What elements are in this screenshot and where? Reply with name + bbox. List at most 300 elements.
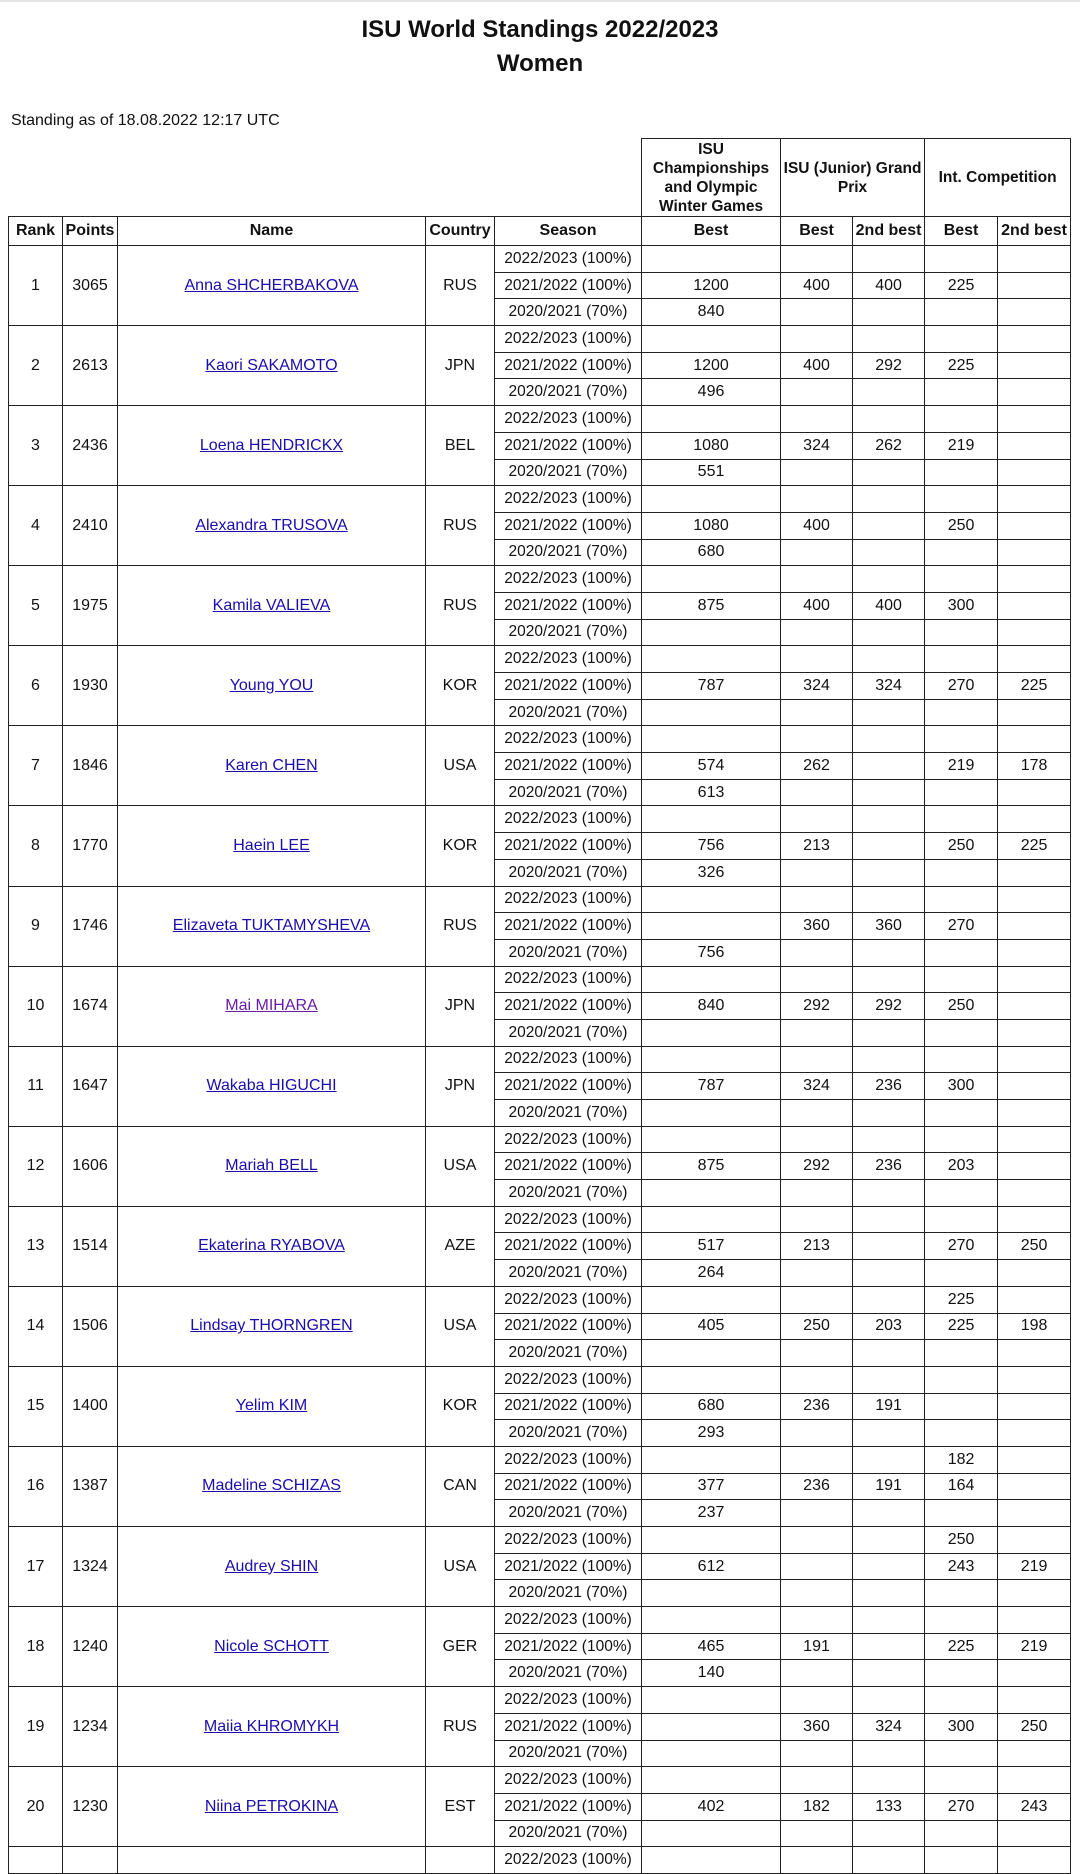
header-spacer (9, 139, 642, 217)
points-cell: 1846 (63, 726, 118, 806)
grand-prix-best-cell (781, 1366, 853, 1393)
championships-best-cell (642, 1820, 781, 1847)
grand-prix-best-cell (781, 1847, 853, 1874)
grand-prix-second-cell (853, 539, 925, 566)
international-best-cell: 300 (925, 1713, 998, 1740)
col-international-best: Best (925, 217, 998, 246)
season-cell: 2020/2021 (70%) (495, 1420, 642, 1447)
grand-prix-second-cell (853, 1687, 925, 1714)
grand-prix-best-cell: 360 (781, 913, 853, 940)
season-cell: 2021/2022 (100%) (495, 1553, 642, 1580)
skater-link[interactable]: Kamila VALIEVA (212, 596, 331, 614)
name-cell (118, 406, 426, 486)
name-cell (118, 1527, 426, 1607)
international-second-cell (998, 619, 1071, 646)
season-cell: 2020/2021 (70%) (495, 1100, 642, 1127)
international-second-cell (998, 1767, 1071, 1794)
international-best-cell (925, 1019, 998, 1046)
skater-link[interactable]: Anna SHCHERBAKOVA (184, 276, 359, 294)
season-cell: 2020/2021 (70%) (495, 1260, 642, 1287)
grand-prix-second-cell (853, 1527, 925, 1554)
country-cell: GER (426, 1607, 495, 1687)
season-row (9, 566, 1071, 593)
international-second-cell (998, 1260, 1071, 1287)
skater-link[interactable]: Lindsay THORNGREN (190, 1317, 353, 1335)
championships-best-cell (642, 1019, 781, 1046)
international-best-cell: 270 (925, 673, 998, 700)
grand-prix-best-cell (781, 566, 853, 593)
col-points: Points (63, 217, 118, 246)
grand-prix-second-cell (853, 859, 925, 886)
championships-best-cell (642, 1366, 781, 1393)
country-cell: RUS (426, 246, 495, 326)
season-cell: 2020/2021 (70%) (495, 539, 642, 566)
international-best-cell (925, 1607, 998, 1634)
season-cell: 2022/2023 (100%) (495, 886, 642, 913)
season-cell: 2022/2023 (100%) (495, 486, 642, 513)
col-country: Country (426, 217, 495, 246)
season-row (9, 1847, 1071, 1874)
country-cell: USA (426, 1286, 495, 1366)
international-second-cell (998, 246, 1071, 273)
championships-best-cell (642, 619, 781, 646)
season-row (9, 406, 1071, 433)
skater-link[interactable]: Haein LEE (233, 836, 310, 854)
grand-prix-best-cell (781, 299, 853, 326)
country-cell: BEL (426, 406, 495, 486)
skater-link[interactable]: Ekaterina RYABOVA (198, 1237, 345, 1255)
international-best-cell (925, 1260, 998, 1287)
grand-prix-second-cell (853, 699, 925, 726)
season-row (9, 886, 1071, 913)
season-cell: 2020/2021 (70%) (495, 1660, 642, 1687)
points-cell: 1240 (63, 1607, 118, 1687)
international-best-cell: 182 (925, 1446, 998, 1473)
points-cell: 1746 (63, 886, 118, 966)
season-cell: 2021/2022 (100%) (495, 1393, 642, 1420)
grand-prix-best-cell (781, 1206, 853, 1233)
season-cell: 2021/2022 (100%) (495, 1313, 642, 1340)
international-best-cell: 164 (925, 1473, 998, 1500)
international-second-cell (998, 1847, 1071, 1874)
international-best-cell: 243 (925, 1553, 998, 1580)
season-cell: 2022/2023 (100%) (495, 1286, 642, 1313)
international-second-cell (998, 1153, 1071, 1180)
grand-prix-best-cell (781, 1687, 853, 1714)
season-cell: 2022/2023 (100%) (495, 1126, 642, 1153)
skater-link[interactable]: Mariah BELL (225, 1157, 318, 1175)
skater-link[interactable]: Elizaveta TUKTAMYSHEVA (172, 917, 371, 935)
international-best-cell: 300 (925, 592, 998, 619)
international-second-cell (998, 406, 1071, 433)
grand-prix-best-cell (781, 1180, 853, 1207)
championships-best-cell: 1080 (642, 432, 781, 459)
skater-link[interactable]: Karen CHEN (225, 756, 318, 774)
championships-best-cell: 680 (642, 539, 781, 566)
season-cell: 2022/2023 (100%) (495, 246, 642, 273)
international-best-cell: 225 (925, 1313, 998, 1340)
rank-cell: 20 (9, 1767, 63, 1847)
international-best-cell (925, 1393, 998, 1420)
rank-cell: 15 (9, 1366, 63, 1446)
international-best-cell: 250 (925, 993, 998, 1020)
grand-prix-second-cell (853, 379, 925, 406)
international-second-cell (998, 966, 1071, 993)
championships-best-cell (642, 326, 781, 353)
grand-prix-second-cell (853, 1553, 925, 1580)
points-cell: 1387 (63, 1446, 118, 1526)
grand-prix-best-cell (781, 1553, 853, 1580)
international-second-cell (998, 512, 1071, 539)
international-second-cell (998, 886, 1071, 913)
grand-prix-best-cell: 250 (781, 1313, 853, 1340)
international-second-cell: 198 (998, 1313, 1071, 1340)
international-best-cell (925, 566, 998, 593)
international-second-cell (998, 459, 1071, 486)
international-best-cell: 250 (925, 1527, 998, 1554)
grand-prix-second-cell (853, 966, 925, 993)
international-second-cell (998, 1687, 1071, 1714)
grand-prix-best-cell (781, 939, 853, 966)
rank-cell: 8 (9, 806, 63, 886)
grand-prix-second-cell: 324 (853, 1713, 925, 1740)
championships-best-cell (642, 886, 781, 913)
country-cell: EST (426, 1767, 495, 1847)
standing-date: Standing as of 18.08.2022 12:17 UTC (11, 112, 280, 129)
international-best-cell (925, 726, 998, 753)
grand-prix-best-cell: 182 (781, 1793, 853, 1820)
international-best-cell (925, 1767, 998, 1794)
season-cell: 2020/2021 (70%) (495, 459, 642, 486)
grand-prix-second-cell (853, 1446, 925, 1473)
season-cell: 2022/2023 (100%) (495, 1767, 642, 1794)
season-cell: 2022/2023 (100%) (495, 1046, 642, 1073)
international-best-cell (925, 1206, 998, 1233)
international-best-cell: 270 (925, 1793, 998, 1820)
rank-cell: 16 (9, 1446, 63, 1526)
international-second-cell (998, 1100, 1071, 1127)
grand-prix-second-cell (853, 326, 925, 353)
country-cell: RUS (426, 886, 495, 966)
season-cell: 2021/2022 (100%) (495, 1633, 642, 1660)
international-second-cell (998, 1286, 1071, 1313)
top-divider (0, 0, 1080, 2)
season-row (9, 486, 1071, 513)
international-best-cell: 225 (925, 1286, 998, 1313)
grand-prix-best-cell: 191 (781, 1633, 853, 1660)
international-best-cell: 300 (925, 1073, 998, 1100)
grand-prix-best-cell: 213 (781, 833, 853, 860)
season-cell: 2020/2021 (70%) (495, 1340, 642, 1367)
grand-prix-best-cell: 292 (781, 1153, 853, 1180)
grand-prix-second-cell: 292 (853, 352, 925, 379)
championships-best-cell (642, 406, 781, 433)
championships-best-cell (642, 1206, 781, 1233)
championships-best-cell: 1080 (642, 512, 781, 539)
grand-prix-second-cell: 262 (853, 432, 925, 459)
grand-prix-best-cell (781, 619, 853, 646)
name-cell (118, 806, 426, 886)
international-second-cell (998, 859, 1071, 886)
international-best-cell (925, 1500, 998, 1527)
rank-cell: 7 (9, 726, 63, 806)
championships-best-cell: 402 (642, 1793, 781, 1820)
skater-link[interactable]: Mai MIHARA (225, 997, 318, 1015)
international-best-cell: 203 (925, 1153, 998, 1180)
season-cell: 2021/2022 (100%) (495, 352, 642, 379)
season-cell: 2021/2022 (100%) (495, 592, 642, 619)
championships-best-cell (642, 646, 781, 673)
grand-prix-second-cell (853, 1607, 925, 1634)
international-second-cell (998, 326, 1071, 353)
rank-cell: 13 (9, 1206, 63, 1286)
international-second-cell (998, 806, 1071, 833)
international-second-cell (998, 1340, 1071, 1367)
name-cell (118, 1206, 426, 1286)
rank-cell: 10 (9, 966, 63, 1046)
name-cell (118, 966, 426, 1046)
grand-prix-second-cell (853, 726, 925, 753)
championships-best-cell (642, 566, 781, 593)
grand-prix-second-cell (853, 833, 925, 860)
name-cell (118, 726, 426, 806)
season-cell: 2020/2021 (70%) (495, 699, 642, 726)
skater-link[interactable]: Yelim KIM (235, 1397, 308, 1415)
championships-best-cell (642, 246, 781, 273)
points-cell: 1324 (63, 1527, 118, 1607)
season-row (9, 1126, 1071, 1153)
grand-prix-second-cell (853, 1820, 925, 1847)
international-second-cell (998, 1019, 1071, 1046)
name-cell (118, 1286, 426, 1366)
skater-link[interactable]: Wakaba HIGUCHI (206, 1077, 337, 1095)
grand-prix-second-cell (853, 1633, 925, 1660)
international-best-cell (925, 806, 998, 833)
international-second-cell (998, 352, 1071, 379)
country-cell: JPN (426, 1046, 495, 1126)
skater-link[interactable]: Kaori SAKAMOTO (205, 356, 338, 374)
grand-prix-second-cell: 292 (853, 993, 925, 1020)
international-second-cell (998, 1393, 1071, 1420)
international-second-cell: 225 (998, 833, 1071, 860)
rank-cell: 14 (9, 1286, 63, 1366)
international-second-cell: 225 (998, 673, 1071, 700)
rank-cell: 4 (9, 486, 63, 566)
championships-best-cell: 875 (642, 1153, 781, 1180)
grand-prix-second-cell (853, 939, 925, 966)
grand-prix-second-cell: 236 (853, 1073, 925, 1100)
international-best-cell (925, 459, 998, 486)
season-cell: 2021/2022 (100%) (495, 512, 642, 539)
rank-cell: 18 (9, 1607, 63, 1687)
season-cell: 2020/2021 (70%) (495, 619, 642, 646)
international-second-cell (998, 1180, 1071, 1207)
skater-link[interactable]: Alexandra TRUSOVA (195, 516, 348, 534)
season-cell: 2022/2023 (100%) (495, 806, 642, 833)
points-cell: 1930 (63, 646, 118, 726)
grand-prix-second-cell (853, 1046, 925, 1073)
grand-prix-best-cell (781, 806, 853, 833)
season-cell: 2022/2023 (100%) (495, 326, 642, 353)
grand-prix-best-cell: 324 (781, 673, 853, 700)
championships-best-cell: 840 (642, 299, 781, 326)
grand-prix-best-cell (781, 966, 853, 993)
grand-prix-best-cell: 324 (781, 432, 853, 459)
championships-best-cell (642, 1847, 781, 1874)
column-header-row (9, 217, 1071, 246)
international-best-cell (925, 486, 998, 513)
championships-best-cell: 613 (642, 779, 781, 806)
grand-prix-second-cell (853, 753, 925, 780)
international-second-cell (998, 993, 1071, 1020)
grand-prix-second-cell (853, 1740, 925, 1767)
season-row (9, 1607, 1071, 1634)
skater-link[interactable]: Maiia KHROMYKH (203, 1717, 340, 1735)
grand-prix-second-cell: 191 (853, 1393, 925, 1420)
grand-prix-best-cell (781, 1286, 853, 1313)
international-second-cell (998, 1473, 1071, 1500)
skater-link[interactable]: Madeline SCHIZAS (202, 1477, 341, 1495)
grand-prix-best-cell: 400 (781, 352, 853, 379)
grand-prix-best-cell (781, 406, 853, 433)
points-cell: 1674 (63, 966, 118, 1046)
name-cell (118, 566, 426, 646)
grand-prix-best-cell: 262 (781, 753, 853, 780)
col-season: Season (495, 217, 642, 246)
page-subtitle: Women (496, 50, 584, 77)
international-second-cell (998, 1580, 1071, 1607)
international-second-cell (998, 539, 1071, 566)
points-cell: 1647 (63, 1046, 118, 1126)
championships-best-cell (642, 726, 781, 753)
grand-prix-best-cell: 236 (781, 1393, 853, 1420)
international-second-cell (998, 726, 1071, 753)
grand-prix-second-cell: 360 (853, 913, 925, 940)
international-second-cell: 219 (998, 1553, 1071, 1580)
season-cell: 2022/2023 (100%) (495, 1527, 642, 1554)
international-best-cell: 270 (925, 913, 998, 940)
points-cell: 1975 (63, 566, 118, 646)
season-cell: 2021/2022 (100%) (495, 1793, 642, 1820)
skater-link[interactable]: Audrey SHIN (224, 1557, 319, 1575)
country-cell: RUS (426, 1687, 495, 1767)
points-cell: 1606 (63, 1126, 118, 1206)
name-cell (118, 1366, 426, 1446)
international-best-cell (925, 1740, 998, 1767)
season-cell: 2020/2021 (70%) (495, 859, 642, 886)
grand-prix-best-cell (781, 1126, 853, 1153)
season-row (9, 1206, 1071, 1233)
season-cell: 2022/2023 (100%) (495, 406, 642, 433)
international-second-cell (998, 486, 1071, 513)
season-cell: 2020/2021 (70%) (495, 299, 642, 326)
country-cell: USA (426, 726, 495, 806)
championships-best-cell: 1200 (642, 272, 781, 299)
season-cell: 2022/2023 (100%) (495, 1206, 642, 1233)
international-best-cell (925, 966, 998, 993)
international-best-cell (925, 779, 998, 806)
international-best-cell: 225 (925, 272, 998, 299)
international-second-cell (998, 699, 1071, 726)
grand-prix-second-cell: 203 (853, 1313, 925, 1340)
grand-prix-second-cell (853, 486, 925, 513)
international-second-cell (998, 1607, 1071, 1634)
international-second-cell (998, 1740, 1071, 1767)
season-cell: 2022/2023 (100%) (495, 1607, 642, 1634)
grand-prix-second-cell: 324 (853, 673, 925, 700)
championships-best-cell: 612 (642, 1553, 781, 1580)
season-row (9, 806, 1071, 833)
championships-best-cell: 517 (642, 1233, 781, 1260)
championships-best-cell (642, 1340, 781, 1367)
points-cell: 1400 (63, 1366, 118, 1446)
country-cell: JPN (426, 966, 495, 1046)
points-cell: 2436 (63, 406, 118, 486)
name-cell (118, 1046, 426, 1126)
international-best-cell (925, 379, 998, 406)
championships-best-cell: 140 (642, 1660, 781, 1687)
grand-prix-best-cell (781, 1500, 853, 1527)
international-best-cell: 225 (925, 1633, 998, 1660)
grand-prix-best-cell (781, 1260, 853, 1287)
international-best-cell (925, 1580, 998, 1607)
name-cell (118, 246, 426, 326)
international-second-cell (998, 646, 1071, 673)
season-row (9, 1767, 1071, 1794)
col-name: Name (118, 217, 426, 246)
skater-link[interactable]: Young YOU (229, 676, 314, 694)
name-cell (118, 1687, 426, 1767)
group-championships: ISU Championships and Olympic Winter Games (642, 139, 781, 217)
international-best-cell (925, 1046, 998, 1073)
season-cell: 2022/2023 (100%) (495, 1687, 642, 1714)
skater-link[interactable]: Nicole SCHOTT (214, 1637, 329, 1655)
international-second-cell (998, 299, 1071, 326)
col-grand-prix-second: 2nd best (853, 217, 925, 246)
country-cell: AZE (426, 1206, 495, 1286)
rank-cell: 11 (9, 1046, 63, 1126)
name-cell (118, 326, 426, 406)
international-second-cell (998, 1820, 1071, 1847)
grand-prix-second-cell: 236 (853, 1153, 925, 1180)
name-cell (118, 1847, 426, 1874)
country-cell: JPN (426, 326, 495, 406)
season-cell: 2021/2022 (100%) (495, 1233, 642, 1260)
season-cell: 2022/2023 (100%) (495, 726, 642, 753)
grand-prix-second-cell (853, 619, 925, 646)
season-cell: 2021/2022 (100%) (495, 913, 642, 940)
championships-best-cell (642, 1046, 781, 1073)
skater-link[interactable]: Loena HENDRICKX (199, 436, 344, 454)
international-best-cell (925, 326, 998, 353)
season-row (9, 246, 1071, 273)
name-cell (118, 1607, 426, 1687)
grand-prix-best-cell (781, 326, 853, 353)
season-row (9, 726, 1071, 753)
season-cell: 2022/2023 (100%) (495, 1366, 642, 1393)
grand-prix-best-cell (781, 1019, 853, 1046)
standings-body (9, 246, 1071, 1874)
championships-best-cell (642, 1607, 781, 1634)
skater-link[interactable]: Niina PETROKINA (204, 1797, 339, 1815)
championships-best-cell: 465 (642, 1633, 781, 1660)
championships-best-cell: 551 (642, 459, 781, 486)
grand-prix-second-cell (853, 1126, 925, 1153)
championships-best-cell: 293 (642, 1420, 781, 1447)
international-best-cell (925, 1180, 998, 1207)
championships-best-cell (642, 1580, 781, 1607)
points-cell: 1230 (63, 1767, 118, 1847)
